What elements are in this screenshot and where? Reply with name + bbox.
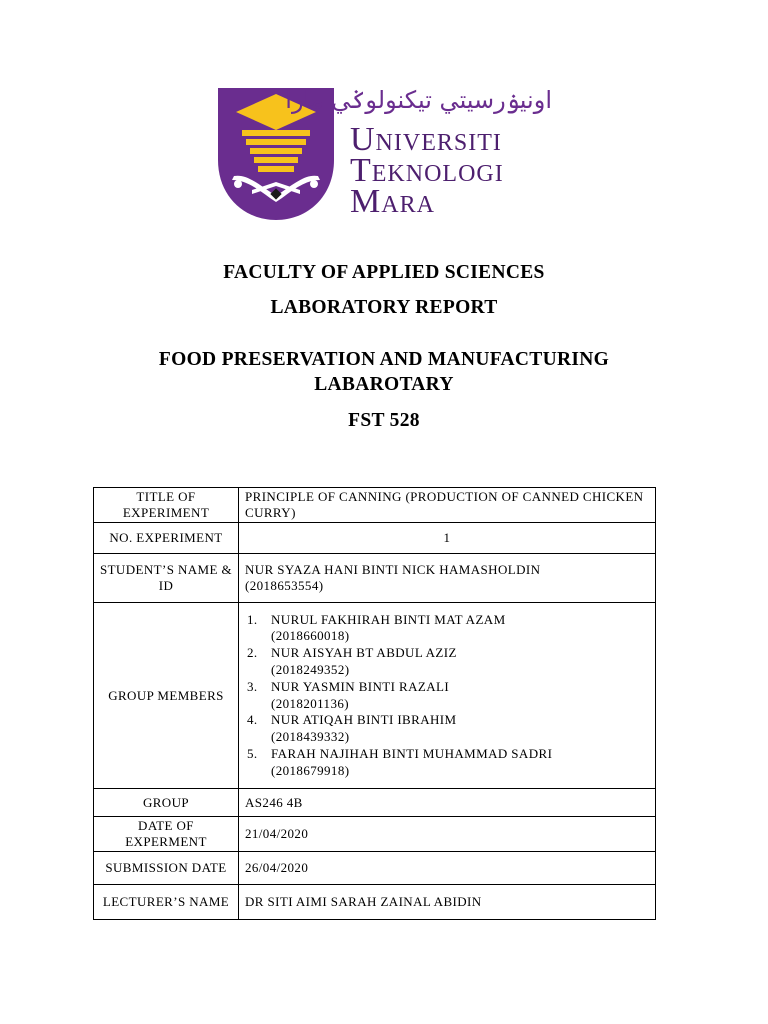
group-value: AS246 4B xyxy=(239,789,656,817)
member-number: 2. xyxy=(247,645,258,661)
title-value: PRINCIPLE OF CANNING (PRODUCTION OF CANNED CHICKEN CURRY) xyxy=(239,488,656,523)
course-title-line1: FOOD PRESERVATION AND MANUFACTURING xyxy=(158,349,610,370)
group-label: GROUP xyxy=(94,789,239,817)
student-label: STUDENT’S NAME & ID xyxy=(94,554,239,603)
member-name: NURUL FAKHIRAH BINTI MAT AZAM xyxy=(271,611,506,627)
table-row xyxy=(94,817,656,852)
student-name: NUR SYAZA HANI BINTI NICK HAMASHOLDIN xyxy=(245,562,541,577)
list-item xyxy=(245,679,649,713)
table-row xyxy=(94,603,656,789)
table-row xyxy=(94,523,656,554)
table-row xyxy=(94,554,656,603)
course-code: FST 528 xyxy=(348,410,420,431)
experiment-no-value: 1 xyxy=(239,523,656,554)
member-name: FARAH NAJIHAH BINTI MUHAMMAD SADRI xyxy=(271,745,553,761)
member-id: (2018439332) xyxy=(271,729,350,745)
university-name-line1: Universiti xyxy=(350,121,502,158)
crest-bar xyxy=(250,148,302,154)
member-id: (2018249352) xyxy=(271,661,350,677)
crest-bar xyxy=(246,139,306,145)
student-id: (2018653554) xyxy=(245,578,324,593)
report-info-table xyxy=(93,487,656,920)
table-row xyxy=(94,852,656,885)
member-id: (2018201136) xyxy=(271,695,349,711)
member-number: 5. xyxy=(247,745,258,761)
member-name: NUR YASMIN BINTI RAZALI xyxy=(271,678,450,694)
student-value xyxy=(239,554,656,603)
group-members-value xyxy=(239,603,656,789)
member-number: 1. xyxy=(247,611,258,627)
crest-keris-hilt xyxy=(310,180,318,188)
title-label: TITLE OF EXPERIMENT xyxy=(94,488,239,523)
crest-bar xyxy=(242,130,310,136)
group-members-label: GROUP MEMBERS xyxy=(94,603,239,789)
table-row xyxy=(94,789,656,817)
member-name: NUR AISYAH BT ABDUL AZIZ xyxy=(271,645,457,661)
experiment-date-label: DATE OF EXPERMENT xyxy=(94,817,239,852)
crest-bar xyxy=(254,157,298,163)
lecturer-value: DR SITI AIMI SARAH ZAINAL ABIDIN xyxy=(239,885,656,920)
submission-date-label: SUBMISSION DATE xyxy=(94,852,239,885)
university-name-line2: Teknologi xyxy=(350,152,504,189)
lecturer-label: LECTURER’S NAME xyxy=(94,885,239,920)
table-row xyxy=(94,488,656,523)
member-number: 4. xyxy=(247,712,258,728)
member-name: NUR ATIQAH BINTI IBRAHIM xyxy=(271,712,457,728)
crest-bar xyxy=(258,166,294,172)
course-title-line2: LABAROTARY xyxy=(314,374,454,395)
list-item xyxy=(245,746,649,780)
table-row xyxy=(94,885,656,920)
crest-keris-hilt xyxy=(234,180,242,188)
member-id: (2018660018) xyxy=(271,628,350,644)
experiment-date-value: 21/04/2020 xyxy=(239,817,656,852)
experiment-no-label: NO. EXPERIMENT xyxy=(94,523,239,554)
member-number: 3. xyxy=(247,678,258,694)
member-id: (2018679918) xyxy=(271,762,350,778)
university-name xyxy=(350,118,504,224)
list-item xyxy=(245,645,649,679)
list-item xyxy=(245,612,649,646)
faculty-heading: FACULTY OF APPLIED SCIENCES xyxy=(223,262,545,283)
submission-date-value: 26/04/2020 xyxy=(239,852,656,885)
list-item xyxy=(245,712,649,746)
university-jawi-name: اونيۏرسيتي تيكنولوݢي مارا xyxy=(285,86,552,114)
report-heading: LABORATORY REPORT xyxy=(270,297,498,318)
group-members-list xyxy=(245,612,649,780)
university-logo xyxy=(216,84,556,224)
university-name-line3: Mara xyxy=(350,183,435,220)
